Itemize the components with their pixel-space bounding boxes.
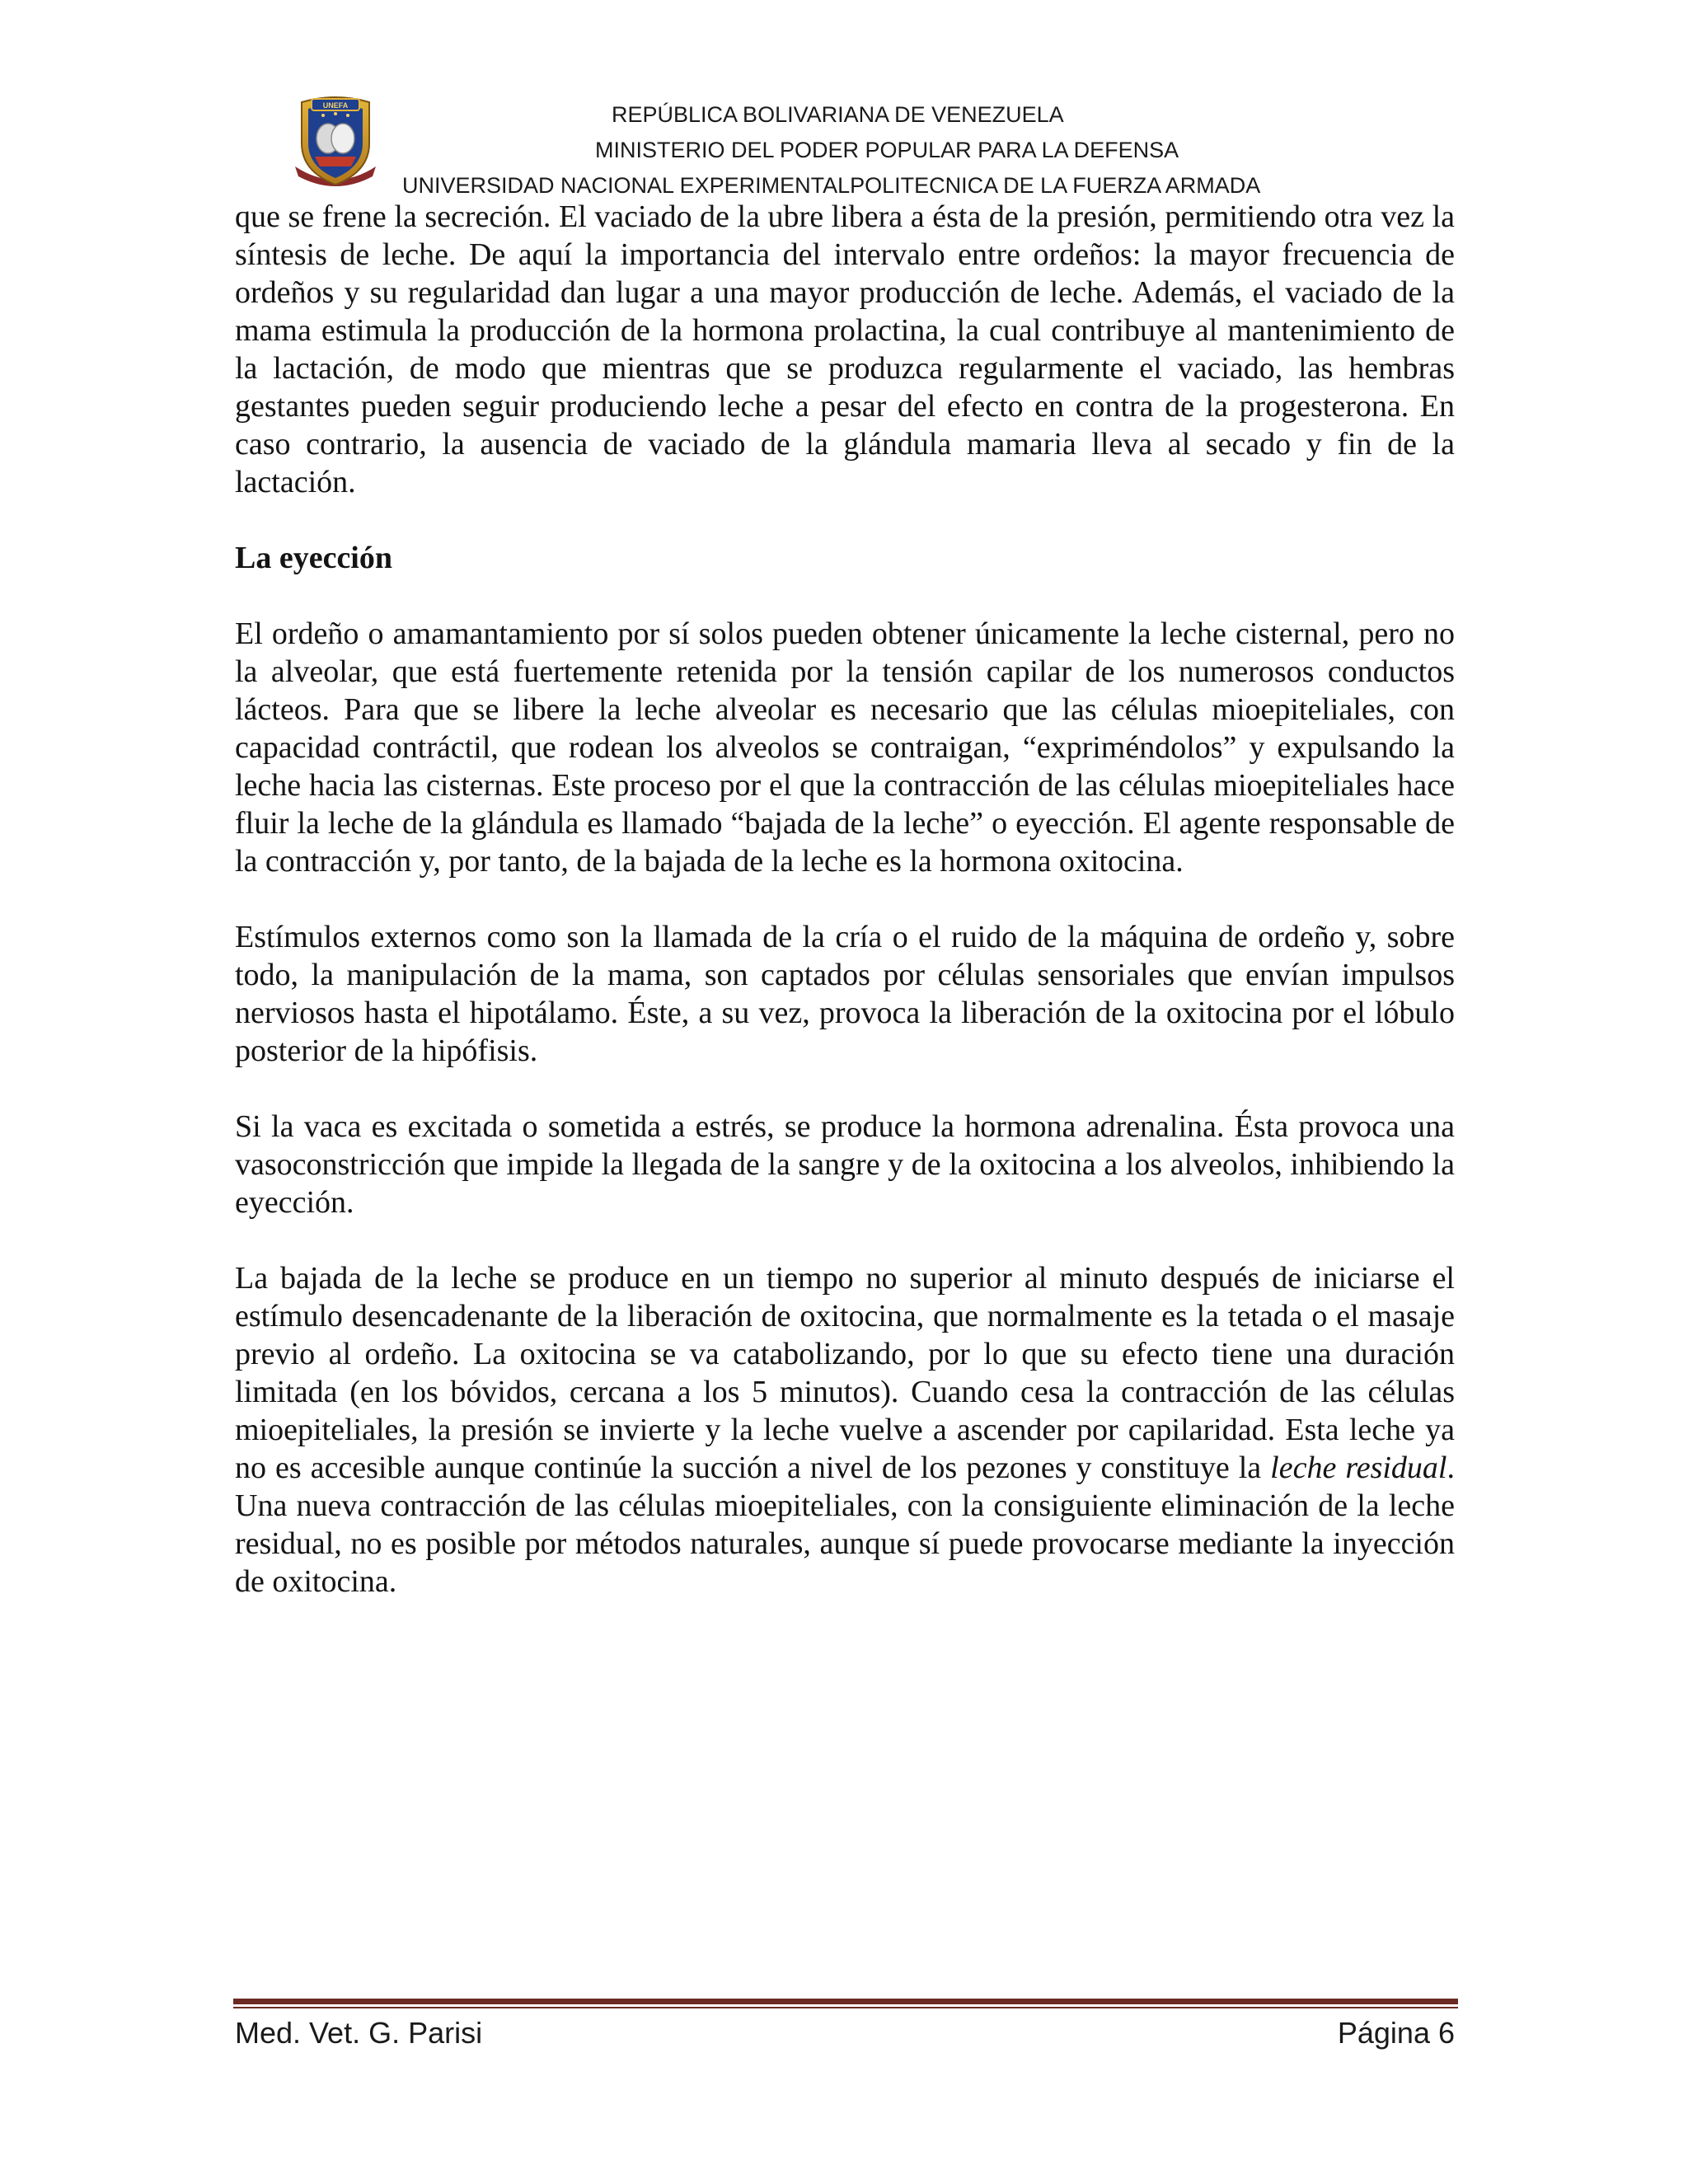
term-leche-residual: leche residual	[1270, 1451, 1447, 1485]
university-crest-logo	[290, 91, 381, 193]
section-heading-eyeccion: La eyección	[235, 541, 393, 575]
paragraph-residual-milk	[235, 1259, 1455, 1601]
logo-text: UNEFA	[322, 101, 349, 110]
footer-divider-thick	[233, 1999, 1458, 2004]
footer-divider-thin	[233, 2007, 1458, 2008]
footer-author: Med. Vet. G. Parisi	[235, 2016, 483, 2050]
header-line-republic: REPÚBLICA BOLIVARIANA DE VENEZUELA	[612, 102, 1064, 127]
paragraph-stress-adrenaline: Si la vaca es excitada o sometida a estrés, se produce la hormona adrenalina. Ésta provoca una vasoconstricción que impide la llegada de la sangre y de la oxitocina a los alveolos, inhibiendo la eyección.	[235, 1109, 1455, 1220]
paragraph-residual-milk-text-end: . Una nueva contracción de las células mioepiteliales, con la consiguiente eliminación de la leche residual, no es posible por métodos naturales, aunque sí puede provocarse mediante la inyección de oxitocina.	[235, 1451, 1455, 1599]
header-line-university: UNIVERSIDAD NACIONAL EXPERIMENTALPOLITECNICA DE LA FUERZA ARMADA	[402, 173, 1261, 198]
header-line-ministry: MINISTERIO DEL PODER POPULAR PARA LA DEFENSA	[595, 138, 1179, 162]
document-body	[235, 198, 1455, 1638]
paragraph-lactation-continuation: que se frene la secreción. El vaciado de la ubre libera a ésta de la presión, permitiendo otra vez la síntesis de leche. De aquí la importancia del intervalo entre ordeños: la mayor frecuencia de ordeños y su regularidad dan lugar a una mayor producción de leche. Además, el vaciado de la mama estimula la producción de la hormona prolactina, la cual contribuye al mantenimiento de la lactación, de modo que mientras que se produzca regularmente el vaciado, las hembras gestantes pueden seguir produciendo leche a pesar del efecto en contra de la progesterona. En caso contrario, la ausencia de vaciado de la glándula mamaria lleva al secado y fin de la lactación.	[235, 199, 1455, 499]
paragraph-external-stimuli: Estímulos externos como son la llamada de la cría o el ruido de la máquina de ordeño y, sobre todo, la manipulación de la mama, son captados por células sensoriales que envían impulsos nerviosos hasta el hipotálamo. Éste, a su vez, provoca la liberación de la oxitocina por el lóbulo posterior de la hipófisis.	[235, 920, 1455, 1068]
paragraph-residual-milk-text-start: La bajada de la leche se produce en un tiempo no superior al minuto después de iniciarse el estímulo desencadenante de la liberación de oxitocina, que normalmente es la tetada o el masaje previo al ordeño. La oxitocina se va catabolizando, por lo que su efecto tiene una duración limitada (en los bóvidos, cercana a los 5 minutos). Cuando cesa la contracción de las células mioepiteliales, la presión se invierte y la leche vuelve a ascender por capilaridad. Esta leche ya no es accesible aunque continúe la succión a nivel de los pezones y constituye la	[235, 1261, 1455, 1485]
footer-divider	[233, 1999, 1458, 2008]
paragraph-ordeno-alveolar: El ordeño o amamantamiento por sí solos pueden obtener únicamente la leche cisternal, pero no la alveolar, que está fuertemente retenida por la tensión capilar de los numerosos conductos lácteos. Para que se libere la leche alveolar es necesario que las células mioepiteliales, con capacidad contráctil, que rodean los alveolos se contraigan, “expriméndolos” y expulsando la leche hacia las cisternas. Este proceso por el que la contracción de las células mioepiteliales hace fluir la leche de la glándula es llamado “bajada de la leche” o eyección. El agente responsable de la contracción y, por tanto, de la bajada de la leche es la hormona oxitocina.	[235, 616, 1455, 879]
footer-page-number: Página 6	[1337, 2016, 1455, 2050]
